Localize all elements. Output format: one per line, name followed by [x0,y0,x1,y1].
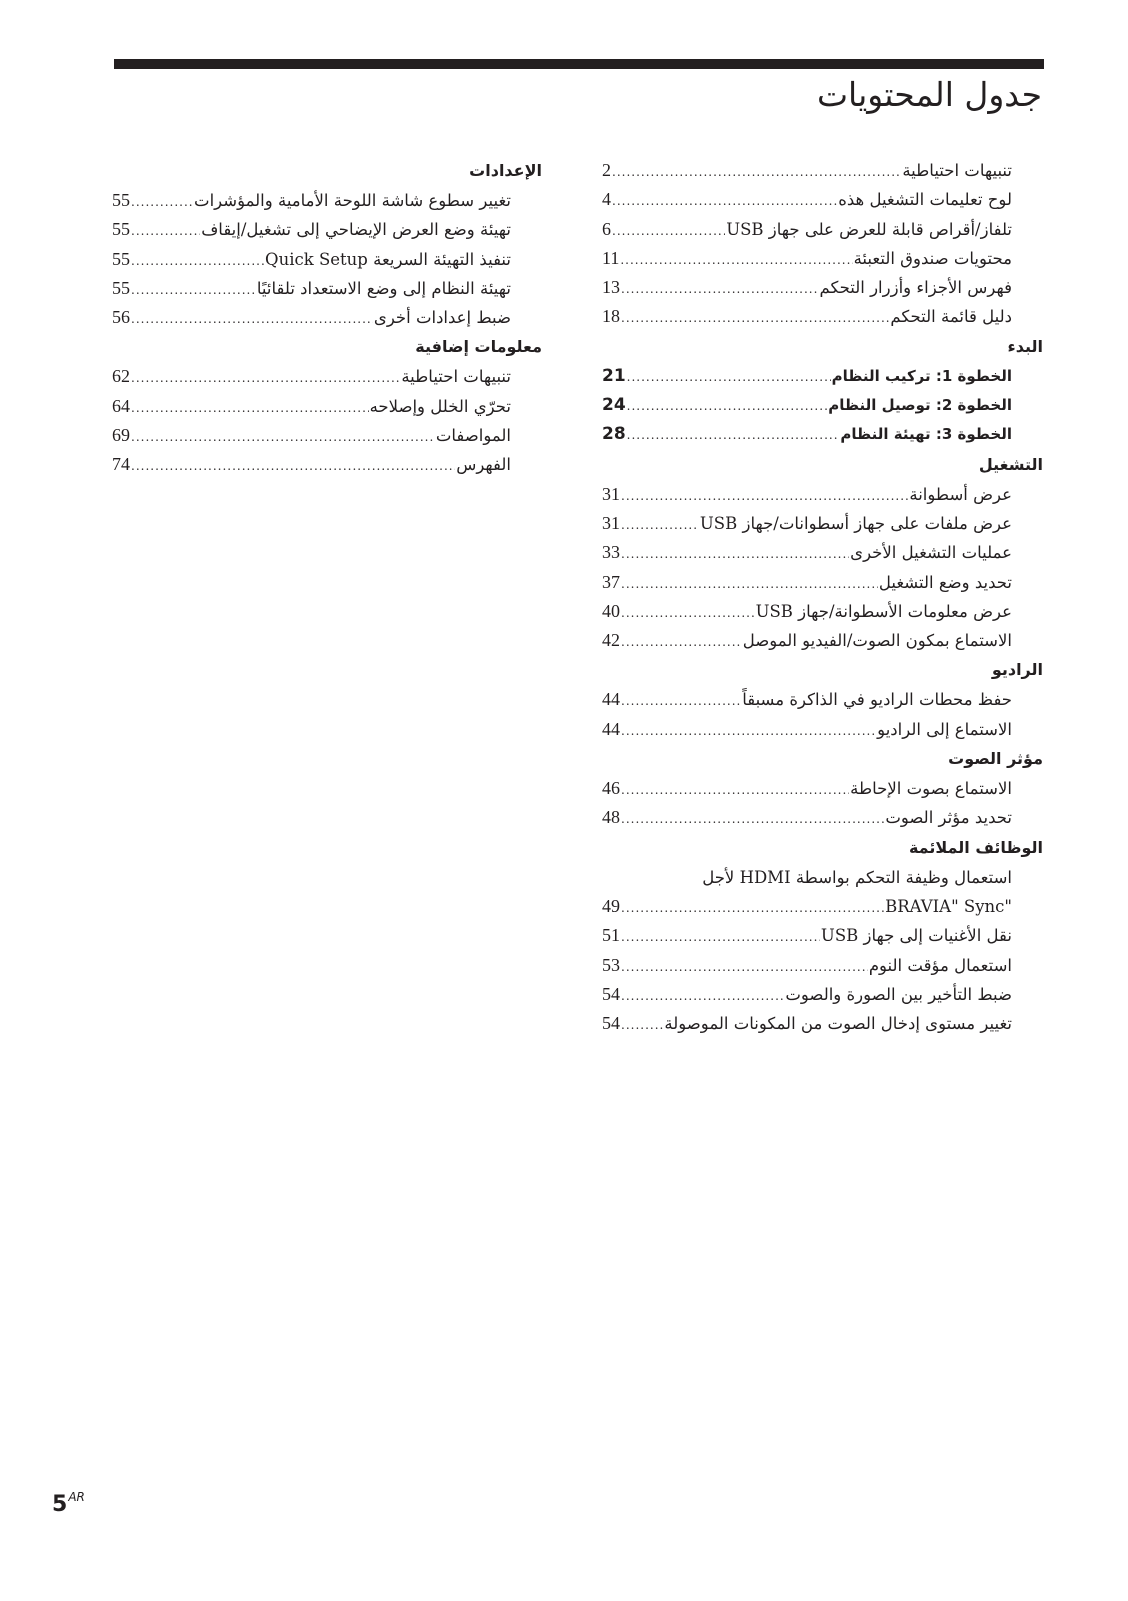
leader-dots [627,421,840,450]
leader-dots [621,776,849,805]
page-number-suffix: AR [68,1490,85,1504]
toc-page-number: 64 [112,395,130,416]
toc-page-number: 69 [112,425,130,446]
toc-entry-text: الاستماع بصوت الإحاطة [850,779,1012,799]
leader-dots [612,187,837,216]
toc-group-playback [602,480,1012,656]
leader-dots [621,717,876,746]
leader-dots [131,305,373,334]
toc-entry-text: الخطوة 1: تركيب النظام [831,366,1012,385]
toc-entry-first-line: استعمال وظيفة التحكم بواسطة HDMI لأجل [702,867,1012,887]
leader-dots [621,953,868,982]
toc-page-number: 54 [602,1013,620,1034]
page-number-value: 5 [52,1492,68,1517]
toc-entry-text: عرض أسطوانة [909,484,1012,504]
toc-entry-text: تلفاز/أقراص قابلة للعرض على جهاز USB [726,219,1012,239]
leader-dots [621,628,742,657]
toc-entry[interactable] [112,450,542,479]
leader-dots [620,246,852,275]
leader-dots [612,217,725,246]
leader-dots [621,570,878,599]
leader-dots [621,540,849,569]
toc-entry-text: دليل قائمة التحكم [890,307,1012,327]
toc-entry[interactable] [602,215,1012,244]
toc-entry[interactable] [112,303,542,332]
toc-page-number: 55 [112,248,130,269]
toc-page-number: 13 [602,277,620,298]
leader-dots [621,805,884,834]
toc-page-number: 54 [602,983,620,1004]
toc-entry[interactable] [112,215,542,244]
section-title-settings: الإعدادات [469,161,542,180]
section-title-start: البدء [1007,336,1043,356]
toc-page-number: 24 [602,395,626,416]
toc-entry[interactable] [602,715,1012,744]
leader-dots [621,275,819,304]
leader-dots [131,452,455,481]
leader-dots [131,217,200,246]
toc-entry[interactable] [602,391,1012,420]
toc-entry[interactable] [602,980,1012,1009]
toc-group-sound-effect [602,774,1012,833]
toc-entry[interactable] [602,1009,1012,1038]
toc-page-number: 37 [602,571,620,592]
page-title: جدول المحتويات [816,75,1042,114]
toc-page-number: 40 [602,600,620,621]
toc-entry[interactable] [602,244,1012,273]
toc-page-number: 31 [602,512,620,533]
toc-page-number: 31 [602,483,620,504]
toc-entry-text: الاستماع بمكون الصوت/الفيديو الموصل [742,631,1012,651]
toc-entry-text: المواصفات [435,426,511,446]
leader-dots [612,158,901,187]
section-title-additional-info: معلومات إضافية [415,337,542,357]
toc-entry-text: نقل الأغنيات إلى جهاز USB [820,926,1012,946]
toc-right-column [602,156,1043,1038]
toc-group-radio [602,685,1012,744]
toc-page-number: 46 [602,778,620,799]
toc-page-number: 21 [602,365,626,386]
toc-page-number: 55 [112,219,130,240]
leader-dots [621,923,820,952]
toc-page-number: 53 [602,954,620,975]
toc-entry-text: عمليات التشغيل الأخرى [850,543,1012,563]
leader-dots [627,392,828,421]
toc-page-number: 11 [602,247,620,268]
page-number [52,1490,85,1517]
toc-entry[interactable] [602,509,1012,538]
toc-entry-text: تغيير مستوى إدخال الصوت من المكونات الموصولة [664,1014,1012,1034]
toc-entry[interactable] [602,538,1012,567]
leader-dots [621,687,741,716]
toc-page-number: 56 [112,307,130,328]
toc-entry[interactable] [602,951,1012,980]
leader-dots [627,363,831,392]
toc-entry-text: فهرس الأجزاء وأزرار التحكم [819,278,1012,298]
toc-entry-text: ضبط إعدادات أخرى [373,308,511,328]
leader-dots [621,599,755,628]
leader-dots [131,364,400,393]
header-rule [114,59,1044,69]
toc-entry-text: محتويات صندوق التعبئة [853,248,1012,268]
toc-entry-text: استعمال مؤقت النوم [868,955,1012,975]
toc-page-number: 55 [112,277,130,298]
toc-page-number: 51 [602,925,620,946]
toc-page-number: 18 [602,306,620,327]
toc-entry[interactable] [602,597,1012,626]
toc-entry-text: تنفيذ التهيئة السريعة Quick Setup [265,249,511,269]
toc-entry-text: تحرّي الخلل وإصلاحه [369,396,511,416]
leader-dots [621,304,889,333]
leader-dots [131,394,369,423]
toc-entry[interactable] [602,420,1012,449]
toc-page-number: 4 [602,189,611,210]
toc-entry-text: تنبيهات احتياطية [401,367,511,387]
toc-group-intro [602,156,1012,332]
toc-entry-text: تهيئة وضع العرض الإيضاحي إلى تشغيل/إيقاف [201,220,511,240]
toc-entry[interactable] [602,892,1012,921]
toc-entry[interactable] [112,274,542,303]
leader-dots [621,982,784,1011]
toc-entry[interactable] [602,156,1012,185]
toc-group-settings [112,186,542,332]
toc-entry[interactable] [112,421,542,450]
toc-page-number: 55 [112,190,130,210]
toc-entry[interactable] [602,626,1012,655]
toc-entry[interactable] [602,273,1012,302]
toc-page-number: 62 [112,366,130,387]
leader-dots [621,482,908,511]
toc-entry-text: عرض معلومات الأسطوانة/جهاز USB [755,601,1012,621]
toc-entry[interactable] [112,392,542,421]
toc-entry-text: تحديد وضع التشغيل [878,572,1012,592]
toc-page-number: 44 [602,689,620,710]
toc-entry[interactable] [602,568,1012,597]
leader-dots [621,894,884,923]
toc-entry[interactable] [602,480,1012,509]
section-title-useful-functions: الوظائف الملائمة [908,837,1043,857]
leader-dots [621,1011,663,1040]
toc-page-number: 28 [602,424,626,445]
toc-entry[interactable] [602,185,1012,214]
toc-entry[interactable] [112,186,542,215]
toc-entry-text: ضبط التأخير بين الصورة والصوت [785,984,1012,1004]
toc-page-number: 6 [602,218,611,239]
toc-entry-text: الخطوة 2: توصيل النظام [828,396,1012,415]
toc-entry[interactable] [112,245,542,274]
toc-entry[interactable] [602,362,1012,391]
toc-group-useful-functions [602,863,1012,1039]
toc-page-number: 2 [602,160,611,180]
toc-entry[interactable] [602,302,1012,331]
toc-entry[interactable] [112,362,542,391]
toc-entry-text: تغيير سطوع شاشة اللوحة الأمامية والمؤشرات [194,191,511,210]
toc-entry-text: عرض ملفات على جهاز أسطوانات/جهاز USB [699,513,1012,533]
toc-entry-text: الاستماع إلى الراديو [877,719,1012,739]
section-title-playback: التشغيل [978,454,1043,474]
leader-dots [131,423,435,452]
toc-entry-text: لوح تعليمات التشغيل هذه [838,190,1012,210]
toc-entry[interactable] [602,803,1012,832]
toc-page-number: 33 [602,542,620,563]
section-title-radio: الراديو [991,660,1043,680]
toc-page-number: 74 [112,454,130,475]
leader-dots [131,188,193,217]
toc-left-column [112,156,542,480]
leader-dots [621,511,699,540]
toc-group-start [602,362,1012,450]
toc-entry[interactable] [602,774,1012,803]
toc-page-number: 48 [602,807,620,828]
toc-entry-text: تهيئة النظام إلى وضع الاستعداد تلقائيًا [256,278,511,298]
toc-entry-text: "BRAVIA" Sync [885,896,1012,916]
toc-page-number: 44 [602,718,620,739]
toc-page-number: 49 [602,895,620,916]
toc-entry-text: تحديد مؤثر الصوت [885,808,1012,828]
toc-entry-text: حفظ محطات الراديو في الذاكرة مسبقاً [742,690,1012,710]
toc-entry[interactable] [602,921,1012,950]
toc-entry-text: الخطوة 3: تهيئة النظام [840,425,1012,444]
toc-page-number: 42 [602,630,620,651]
leader-dots [131,276,256,305]
toc-group-additional-info [112,362,542,479]
section-title-sound-effect: مؤثر الصوت [948,749,1043,769]
toc-entry[interactable] [602,685,1012,714]
toc-entry-text: الفهرس [456,455,511,475]
leader-dots [131,247,264,276]
toc-entry-text: تنبيهات احتياطية [902,161,1012,180]
